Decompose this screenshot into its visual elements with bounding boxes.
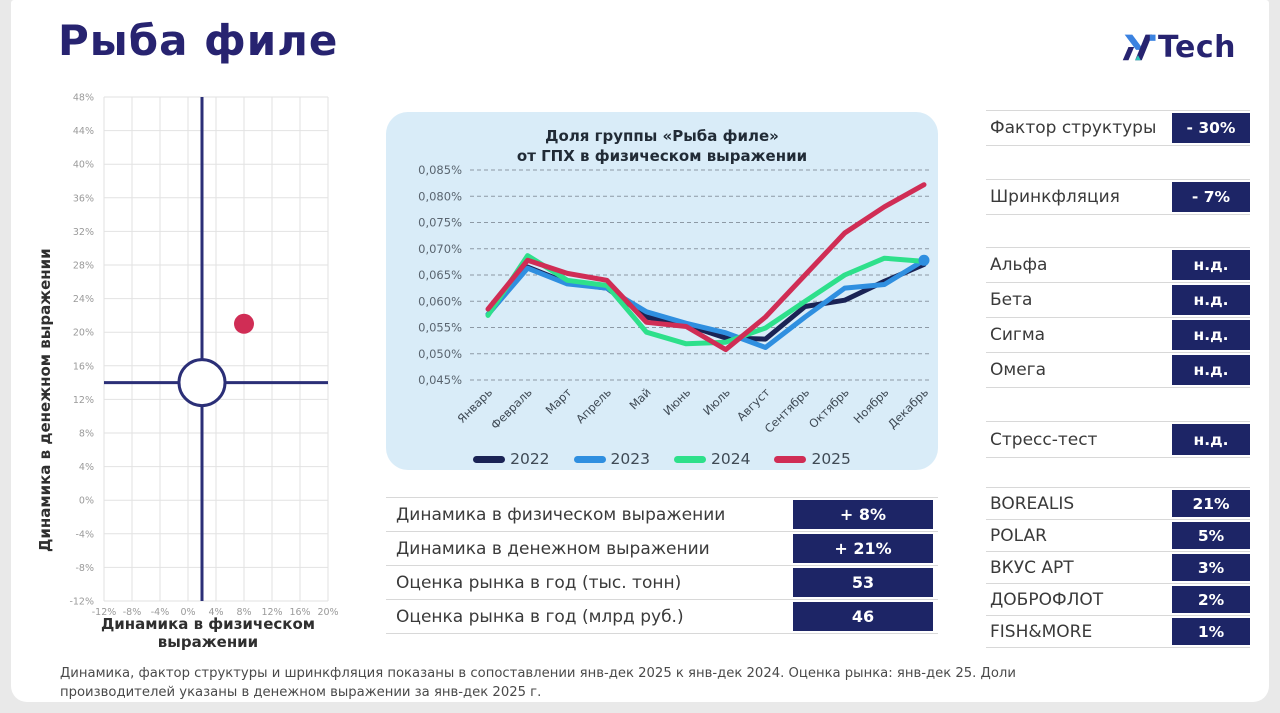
stat-value: 5% bbox=[1172, 522, 1250, 549]
stat-row bbox=[986, 552, 1250, 584]
stat-label: Шринкфляция bbox=[990, 187, 1120, 207]
svg-text:48%: 48% bbox=[72, 92, 94, 104]
svg-text:12%: 12% bbox=[72, 394, 94, 406]
svg-text:36%: 36% bbox=[72, 193, 94, 205]
stat-row bbox=[986, 488, 1250, 520]
stat-value: н.д. bbox=[1172, 355, 1250, 385]
stat-value: 3% bbox=[1172, 554, 1250, 581]
svg-text:44%: 44% bbox=[72, 126, 94, 138]
chart-title-line1: Доля группы «Рыба филе» bbox=[545, 127, 779, 145]
legend-label: 2025 bbox=[811, 450, 851, 468]
svg-text:4%: 4% bbox=[208, 607, 224, 618]
stat-group bbox=[986, 110, 1250, 146]
svg-text:0,065%: 0,065% bbox=[418, 268, 462, 282]
svg-text:0,070%: 0,070% bbox=[418, 241, 462, 256]
edge-strip-bottom bbox=[0, 702, 1280, 713]
stat-label: Фактор структуры bbox=[990, 118, 1157, 138]
svg-text:0,080%: 0,080% bbox=[418, 189, 462, 204]
ntech-logo-icon bbox=[1118, 28, 1156, 66]
share-chart-panel bbox=[386, 112, 938, 470]
stat-row bbox=[986, 180, 1250, 215]
kpi-label: Оценка рынка в год (тыс. тонн) bbox=[396, 572, 682, 593]
svg-text:32%: 32% bbox=[72, 226, 94, 238]
svg-text:Июнь: Июнь bbox=[660, 385, 694, 419]
stat-value: 2% bbox=[1172, 586, 1250, 613]
stat-value: н.д. bbox=[1172, 285, 1250, 315]
edge-strip-right bbox=[1269, 0, 1280, 713]
table-row bbox=[386, 532, 938, 566]
stat-row bbox=[986, 520, 1250, 552]
legend-swatch bbox=[774, 456, 806, 463]
svg-text:Июль: Июль bbox=[700, 385, 733, 419]
stat-value: 21% bbox=[1172, 490, 1250, 517]
svg-text:8%: 8% bbox=[78, 428, 94, 440]
stat-value: н.д. bbox=[1172, 424, 1250, 455]
share-line-chart bbox=[392, 164, 937, 449]
stat-value: - 7% bbox=[1172, 182, 1250, 212]
stat-label: Омега bbox=[990, 360, 1047, 380]
svg-text:Февраль: Февраль bbox=[487, 385, 535, 433]
svg-text:0,085%: 0,085% bbox=[418, 164, 462, 177]
scatter-y-axis-title: Динамика в денежном выражении bbox=[36, 248, 54, 552]
chart-title-line2: от ГПХ в физическом выражении bbox=[516, 147, 808, 166]
scatter-x-axis-title: Динамика в физическом выражении bbox=[100, 615, 316, 651]
svg-text:-12%: -12% bbox=[69, 596, 94, 608]
svg-text:-8%: -8% bbox=[122, 607, 142, 618]
svg-text:40%: 40% bbox=[72, 159, 94, 171]
svg-text:0,060%: 0,060% bbox=[418, 294, 462, 309]
svg-text:4%: 4% bbox=[78, 462, 94, 474]
svg-text:Апрель: Апрель bbox=[573, 385, 615, 427]
svg-text:8%: 8% bbox=[236, 607, 252, 618]
data-point bbox=[234, 314, 254, 334]
page-title: Рыба филе bbox=[58, 16, 339, 65]
stat-value: - 30% bbox=[1172, 113, 1250, 143]
stat-label: ДОБРОФЛОТ bbox=[990, 589, 1104, 610]
legend-label: 2023 bbox=[610, 450, 650, 468]
svg-text:-12%: -12% bbox=[91, 607, 117, 618]
stat-row bbox=[986, 111, 1250, 146]
kpi-label: Оценка рынка в год (млрд руб.) bbox=[396, 606, 684, 627]
svg-text:28%: 28% bbox=[72, 260, 94, 272]
stat-label: Бета bbox=[990, 290, 1033, 310]
svg-text:Ноябрь: Ноябрь bbox=[850, 385, 892, 427]
svg-text:0,055%: 0,055% bbox=[418, 320, 462, 335]
legend-swatch bbox=[574, 456, 606, 463]
stat-group bbox=[986, 487, 1250, 648]
stat-row bbox=[986, 353, 1250, 388]
svg-text:0,050%: 0,050% bbox=[418, 346, 462, 361]
right-stats bbox=[986, 110, 1250, 648]
stat-row bbox=[986, 248, 1250, 283]
stat-value: н.д. bbox=[1172, 320, 1250, 350]
svg-text:12%: 12% bbox=[261, 607, 283, 618]
svg-text:-4%: -4% bbox=[150, 607, 170, 618]
svg-text:Декабрь: Декабрь bbox=[884, 385, 932, 432]
legend-label: 2022 bbox=[510, 450, 550, 468]
svg-text:Август: Август bbox=[734, 385, 773, 424]
stat-group bbox=[986, 179, 1250, 215]
svg-text:0%: 0% bbox=[78, 495, 94, 507]
chart-legend bbox=[386, 450, 938, 468]
table-row bbox=[386, 498, 938, 532]
svg-text:0,075%: 0,075% bbox=[418, 215, 462, 230]
svg-text:Октябрь: Октябрь bbox=[806, 385, 852, 432]
chart-title bbox=[386, 126, 938, 167]
stat-label: BOREALIS bbox=[990, 493, 1075, 514]
stat-label: POLAR bbox=[990, 525, 1047, 546]
stat-label: FISH&MORE bbox=[990, 621, 1093, 642]
stat-row bbox=[986, 616, 1250, 648]
stat-label: Стресс-тест bbox=[990, 429, 1098, 450]
legend-swatch bbox=[674, 456, 706, 463]
svg-text:Сентябрь: Сентябрь bbox=[761, 385, 813, 436]
stat-value: 1% bbox=[1172, 618, 1250, 645]
kpi-value: + 21% bbox=[793, 534, 933, 563]
scatter-plot bbox=[30, 92, 340, 642]
svg-text:20%: 20% bbox=[317, 607, 339, 618]
footnote: Динамика, фактор структуры и шринкфляция показаны в сопоставлении янв-дек 2025 к янв-дек 2024. Оценка рынка: янв-дек 25. Доли производителей указаны в денежном выражении за янв-дек 2025 г. bbox=[60, 666, 1016, 701]
kpi-table bbox=[386, 497, 938, 634]
kpi-value: 53 bbox=[793, 568, 933, 597]
svg-text:16%: 16% bbox=[72, 361, 94, 373]
logo-text: Tech bbox=[1158, 29, 1236, 65]
kpi-value: 46 bbox=[793, 602, 933, 631]
svg-text:24%: 24% bbox=[72, 294, 94, 306]
svg-text:-4%: -4% bbox=[75, 529, 94, 541]
legend-item bbox=[473, 450, 549, 468]
svg-text:-8%: -8% bbox=[75, 562, 94, 574]
series-end-marker bbox=[919, 255, 930, 266]
table-row bbox=[386, 566, 938, 600]
table-row bbox=[386, 600, 938, 634]
svg-text:0,045%: 0,045% bbox=[418, 373, 462, 387]
stat-row bbox=[986, 318, 1250, 353]
stat-label: ВКУС АРТ bbox=[990, 557, 1074, 578]
legend-swatch bbox=[473, 456, 505, 463]
stat-label: Альфа bbox=[990, 255, 1048, 275]
svg-text:0%: 0% bbox=[180, 607, 196, 618]
stat-group bbox=[986, 421, 1250, 458]
kpi-label: Динамика в физическом выражении bbox=[396, 504, 726, 525]
legend-item bbox=[774, 450, 850, 468]
stat-group bbox=[986, 247, 1250, 388]
svg-text:Январь: Январь bbox=[454, 385, 496, 426]
stat-label: Сигма bbox=[990, 325, 1046, 345]
kpi-value: + 8% bbox=[793, 500, 933, 529]
svg-text:Май: Май bbox=[626, 385, 654, 413]
svg-text:20%: 20% bbox=[72, 327, 94, 339]
legend-item bbox=[574, 450, 650, 468]
edge-strip-left bbox=[0, 0, 11, 713]
ntech-logo bbox=[1118, 28, 1236, 66]
stat-row bbox=[986, 584, 1250, 616]
stat-row bbox=[986, 283, 1250, 318]
kpi-label: Динамика в денежном выражении bbox=[396, 538, 710, 559]
legend-label: 2024 bbox=[711, 450, 751, 468]
svg-text:16%: 16% bbox=[289, 607, 311, 618]
stat-value: н.д. bbox=[1172, 250, 1250, 280]
legend-item bbox=[674, 450, 750, 468]
stat-row bbox=[986, 422, 1250, 458]
origin-circle bbox=[179, 360, 225, 406]
svg-text:Март: Март bbox=[542, 385, 575, 418]
